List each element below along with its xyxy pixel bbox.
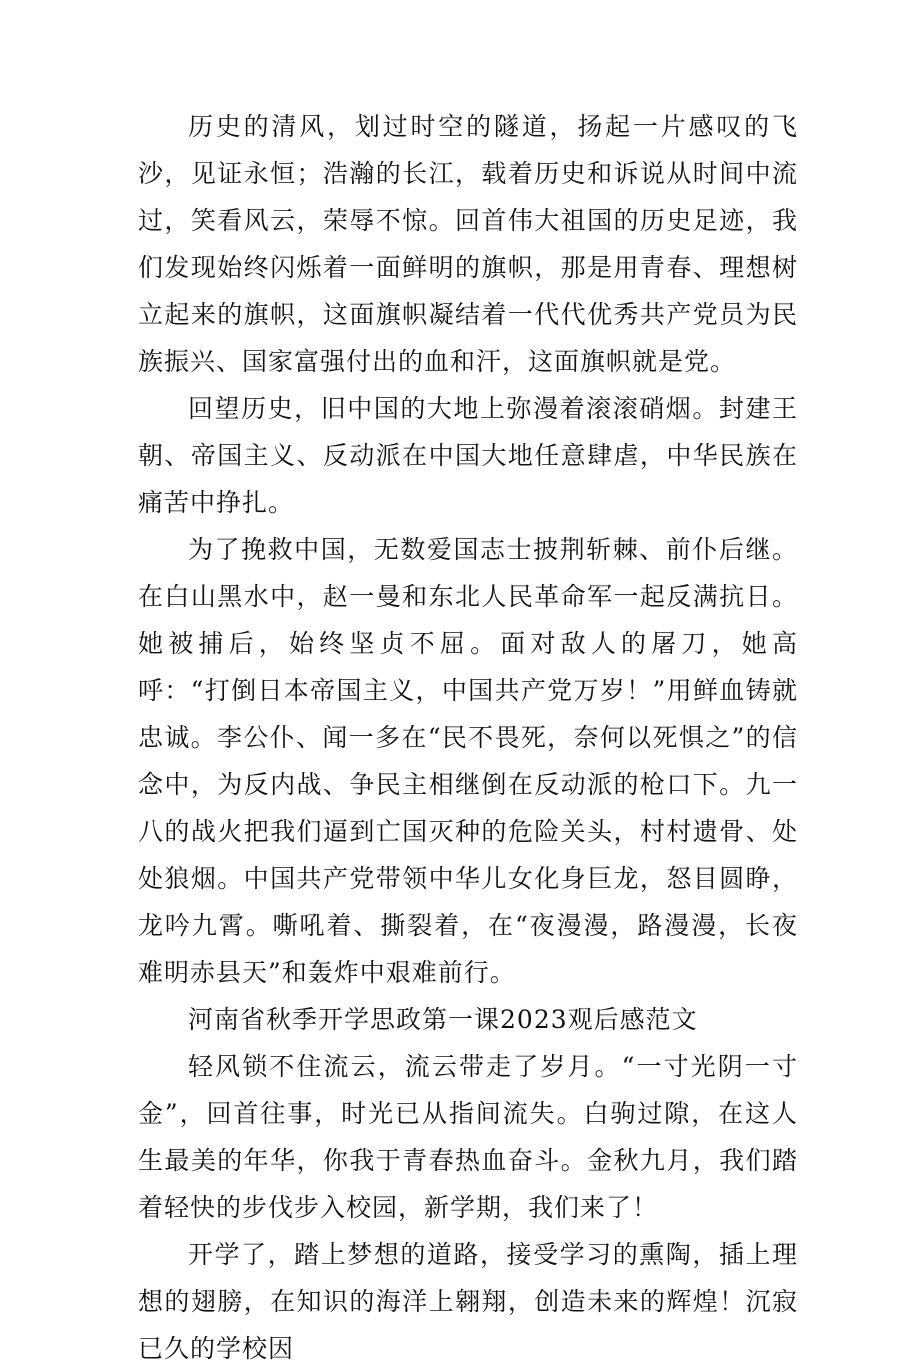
- paragraph-light-wind: 轻风锁不住流云，流云带走了岁月。“一寸光阴一寸金”，回首往事，时光已从指间流失。白驹过隙，在这人生最美的年华，你我于青春热血奋斗。金秋九月，我们踏着轻快的步伐步入校园，新学期，我们来了！: [138, 1052, 798, 1222]
- section-heading: 河南省秋季开学思政第一课2023观后感范文: [188, 1005, 698, 1034]
- paragraph-look-back: 回望历史，旧中国的大地上弥漫着滚滚硝烟。封建王朝、帝国主义、反动派在中国大地任意肆虐，中华民族在痛苦中挣扎。: [138, 394, 798, 517]
- paragraph-history-breeze: 历史的清风，划过时空的隧道，扬起一片感叹的飞沙，见证永恒；浩瀚的长江，载着历史和诉说从时间中流过，笑看风云，荣辱不惊。回首伟大祖国的历史足迹，我们发现始终闪烁着一面鲜明的旗帜，那是用青春、理想树立起来的旗帜，这面旗帜凝结着一代代优秀共产党员为民族振兴、国家富强付出的血和汗，这面旗帜就是党。: [138, 112, 798, 376]
- document-page: [138, 103, 798, 1372]
- paragraph-school-start: 开学了，踏上梦想的道路，接受学习的熏陶，插上理想的翅膀，在知识的海洋上翱翔，创造未来的辉煌！沉寂已久的学校因: [138, 1240, 798, 1363]
- paragraph-save-china: 为了挽救中国，无数爱国志士披荆斩棘、前仆后继。在白山黑水中，赵一曼和东北人民革命军一起反满抗日。她被捕后，始终坚贞不屈。面对敌人的屠刀，她高呼：“打倒日本帝国主义，中国共产党万岁！”用鲜血铸就忠诚。李公仆、闻一多在“民不畏死，奈何以死惧之”的信念中，为反内战、争民主相继倒在反动派的枪口下。九一八的战火把我们逼到亡国灭种的危险关头，村村遗骨、处处狼烟。中国共产党带领中华儿女化身巨龙，怒目圆睁，龙吟九霄。嘶吼着、撕裂着，在“夜漫漫，路漫漫，长夜难明赤县天”和轰炸中艰难前行。: [138, 535, 798, 987]
